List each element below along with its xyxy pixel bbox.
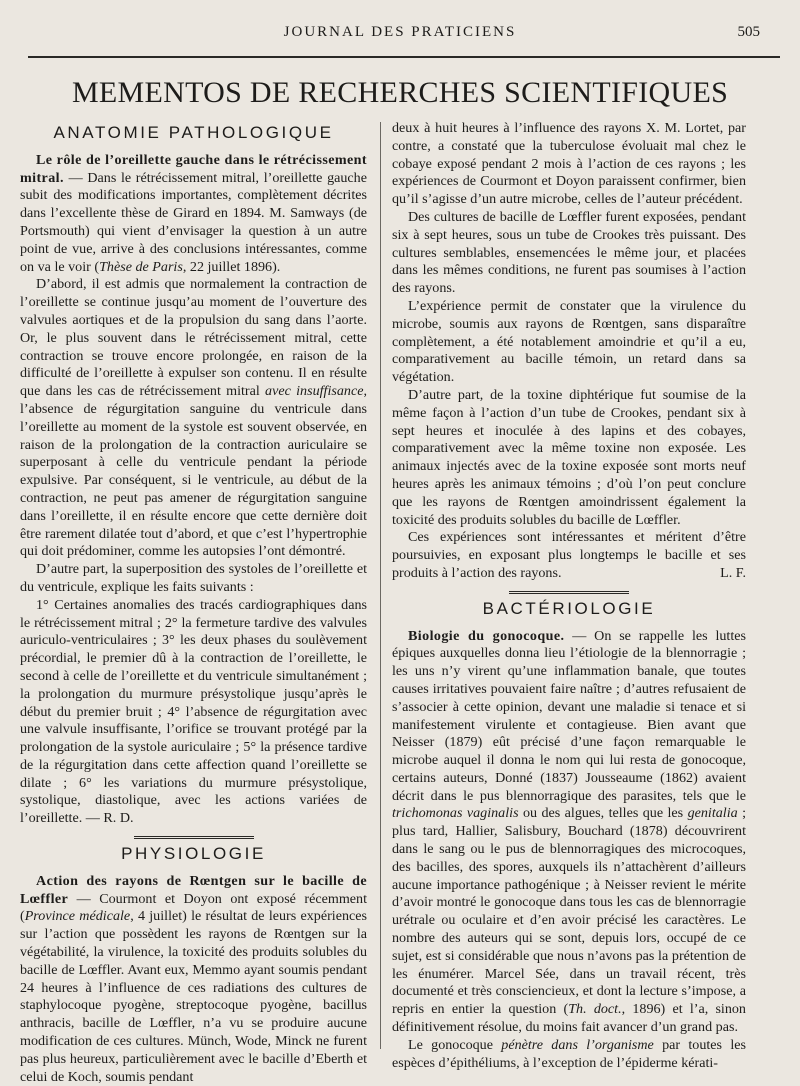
- text-run: ou des algues, telles que les: [518, 805, 688, 822]
- left-column: [20, 120, 367, 1086]
- italic-term: trichomonas vaginalis: [392, 805, 519, 822]
- text-run: , 4 juillet) le résultat de leurs expériences sur l’action que possèdent les rayons de Rœntgen sur la végétabilité, la virulence, la toxicité des produits solubles du bacille de Lœffler. Avant eux, Memmo ayant soumis pendant 24 heures à l’influence de ces radiations des cultures de staphylocoque pyogène, streptocoque pyogène, bacillus anthracis, bacille de Lœffler, n’a vu se produire aucune modification de ces cultures. Münch, Wode, Minck ne furent pas plus heureux, particulièrement avec le bacille d’Eberth et celui de Koch, soumis pendant: [20, 908, 367, 1085]
- page-title: MEMENTOS DE RECHERCHES SCIENTIFIQUES: [71, 76, 729, 109]
- running-head: [30, 24, 770, 44]
- article-title: Le rôle de l’oreillette gauche dans le rétrécissement mitral.: [20, 151, 367, 186]
- text-run: , 1896) et l’a, sinon définitivement résolue, du moins fait avancer d’un grand pas.: [392, 1001, 746, 1036]
- section-heading-anatomie: ANATOMIE PATHOLOGIQUE: [53, 123, 334, 142]
- text-run: ; plus tard, Hallier, Salisbury, Bouchard (1878) découvrirent dans le sang ou le pus de blennorragiques des microcoques, des bacilles, des spores, auxquels ils n’attachèrent d’ailleurs aucune importance pathogénique ; à Neisser revient le mérite d’avoir montré le gonocoque dans tous les cas de blennorragie urétrale ou oculaire et d’en avoir précisé les caractères. Le nombre des auteurs qui se sont, depuis lors, occupé de ce sujet, est si considérable que nous n’avons pas la prétention de les énumérer. Marcel Sée, dans un travail récent, très documenté et très consciencieux, et dont la lecture s’impose, a repris en entier la question (: [392, 805, 746, 1018]
- text-run: Le gonocoque: [408, 1036, 502, 1053]
- text-run: 1° Certaines anomalies des tracés cardiographiques dans le rétrécissement mitral ; 2° la fermeture tardive des valvules auriculo-ventriculaires ; 3° les deux phases du soulèvement précordial, le premier dû à la contraction de l’oreillette, le second à celle de l’oreillette et du ventricule simultanément ; la prolongation du murmure présystolique jusqu’après le début du premier bruit ; 4° l’absence de régurgitation avec une valvule insuffisante, l’orifice se trouvant protégé par la prolongation de la systole auriculaire ; 5° la présence tardive de la régurgitation dans cette affection quand l’oreillette se dilate ; 6° les variations du murmure présystolique, systolique, diastolique, avec les actions variées de l’oreillette.: [20, 596, 367, 827]
- page-number: 505: [737, 24, 760, 40]
- italic-term: genitalia: [687, 805, 738, 822]
- text-run: par toutes les espèces d’épithéliums, à l’exception de l’épiderme kérati-: [392, 1036, 746, 1071]
- article-paragraph: [392, 529, 746, 582]
- article-paragraph: D’autre part, de la toxine diphtérique fut soumise de la même façon à l’action d’un tube de Crookes, pendant six à sept heures et inoculée à des lapins et des cobayes, comparativement avec la même toxine non exposée. Les animaux injectés avec de la toxine exposée sont morts neuf heures après les animaux témoins ; d’où l’on peut conclure que les rayons de Rœntgen amoindrissent également la toxicité des produits solubles du bacille de Lœffler.: [392, 386, 746, 528]
- citation-italic: Th. doct.: [568, 1001, 622, 1018]
- text-run: , l’absence de régurgitation sanguine du ventricule dans l’oreillette au moment de la systole est souvent observée, en raison de la prolongation de la contraction auriculaire se superposant à celle du ventricule pendant la période expulsive. Par conséquent, si le ventricule, au début de la contraction, ne peut pas amener de régurgitation sanguine dans l’oreillette, il en résulte encore que cette dernière doit être rarement dilatée tout d’abord, et que c’est l’hypertrophie qui doit prédominer, comme les autopsies l’ont démontré.: [20, 383, 367, 560]
- section-rule: [509, 591, 629, 594]
- article-title: Biologie du gonocoque.: [408, 627, 565, 644]
- column-divider: [380, 122, 381, 1049]
- author-signature: L. F.: [720, 564, 746, 581]
- article-title: Action des rayons de Rœntgen sur le bacille de Lœffler: [20, 872, 367, 907]
- text-run: Ces expériences sont intéressantes et méritent d’être poursuivies, en exposant plus longtemps le bacille et ses produits à l’action des rayons.: [392, 529, 746, 581]
- article-paragraph: L’expérience permit de constater que la virulence du microbe, soumis aux rayons de Rœntgen, sans disparaître complètement, a été notablement amoindrie et qu’il a eu, comparativement au bacille témoin, un retard dans sa végétation.: [392, 297, 746, 386]
- article-paragraph: D’autre part, la superposition des systoles de l’oreillette et du ventricule, explique les faits suivants :: [20, 561, 367, 595]
- article-paragraph: [20, 597, 367, 828]
- author-signature: — R. D.: [85, 810, 134, 827]
- text-run: — Courmont et Doyon ont exposé récemment (: [20, 890, 367, 925]
- italic-term: pénètre dans l’organisme: [501, 1036, 654, 1053]
- section-rule: [134, 836, 254, 839]
- citation-italic: Province médicale: [24, 908, 131, 925]
- right-column: [392, 120, 746, 1072]
- text-run: , 22 juillet 1896).: [182, 258, 281, 275]
- journal-name: JOURNAL DES PRATICIENS: [283, 24, 517, 40]
- article-paragraph: Des cultures de bacille de Lœffler furent exposées, pendant six à sept heures, sous un tube de Crookes très puissant. Des cultures semblables, ensemencées le même jour, et placées dans les mêmes conditions, ne furent pas soumises à l’action des rayons.: [392, 208, 746, 297]
- article-paragraph: [20, 152, 367, 277]
- text-run: D’abord, il est admis que normalement la contraction de l’oreillette se continue jusqu’au moment de l’ouverture des valvules aortiques et de la propulsion du sang dans l’aorte. Or, le plus souvent dans le rétrécissement mitral, cette contraction se trouve encore prolongée, en raison de la difficulté de l’oreillette à expulser son contenu. Il en résulte que dans les cas de rétrécissement mitral: [20, 276, 367, 400]
- article-paragraph: [392, 1037, 746, 1073]
- text-run: — Dans le rétrécissement mitral, l’oreillette gauche subit des modifications importantes, complètement décrites dans l’excellente thèse de Girard en 1894. M. Samways (de Portsmouth) qui vient d’envisager la question à un autre point de vue, arrive à des conclusions intéressantes, comme on va le voir (: [20, 169, 367, 275]
- article-paragraph: deux à huit heures à l’influence des rayons X. M. Lortet, par contre, a constaté que la tuberculose évoluait mal chez le cobaye exposé pendant 2 mois à l’action de ces rayons ; les expériences de Courmont et Doyon paraissent confirmer, bien qu’il s’agisse d’un autre microbe, celles de l’auteur précédent.: [392, 120, 746, 208]
- text-run: — On se rappelle les luttes épiques auxquelles donna lieu l’étiologie de la blennorragie ; les uns n’y virent qu’une inflammation banale, que toutes causes irritatives pouvaient faire naître ; d’autres refusaient de s’associer à cette opinion, devant une maladie si tenace et si manifestement virulente et contagieuse. Bien avant que Neisser (1879) eût précisé d’une façon remarquable le microbe auquel il donna le nom qui lui resta de gonocoque, certains auteurs, Donné (1837) Jousseaume (1862) avaient décrit dans le pus blennorragique des parasites, tels que le: [392, 627, 746, 804]
- article-paragraph: [20, 276, 367, 561]
- italic-term: avec insuffisance: [265, 383, 364, 400]
- citation-italic: Thèse de Paris: [99, 258, 183, 275]
- header-rule: [28, 56, 780, 58]
- section-heading-bacteriologie: BACTÉRIOLOGIE: [482, 598, 656, 618]
- article-paragraph: [392, 628, 746, 1037]
- article-paragraph: [20, 873, 367, 1086]
- section-heading-physiologie: PHYSIOLOGIE: [121, 844, 266, 864]
